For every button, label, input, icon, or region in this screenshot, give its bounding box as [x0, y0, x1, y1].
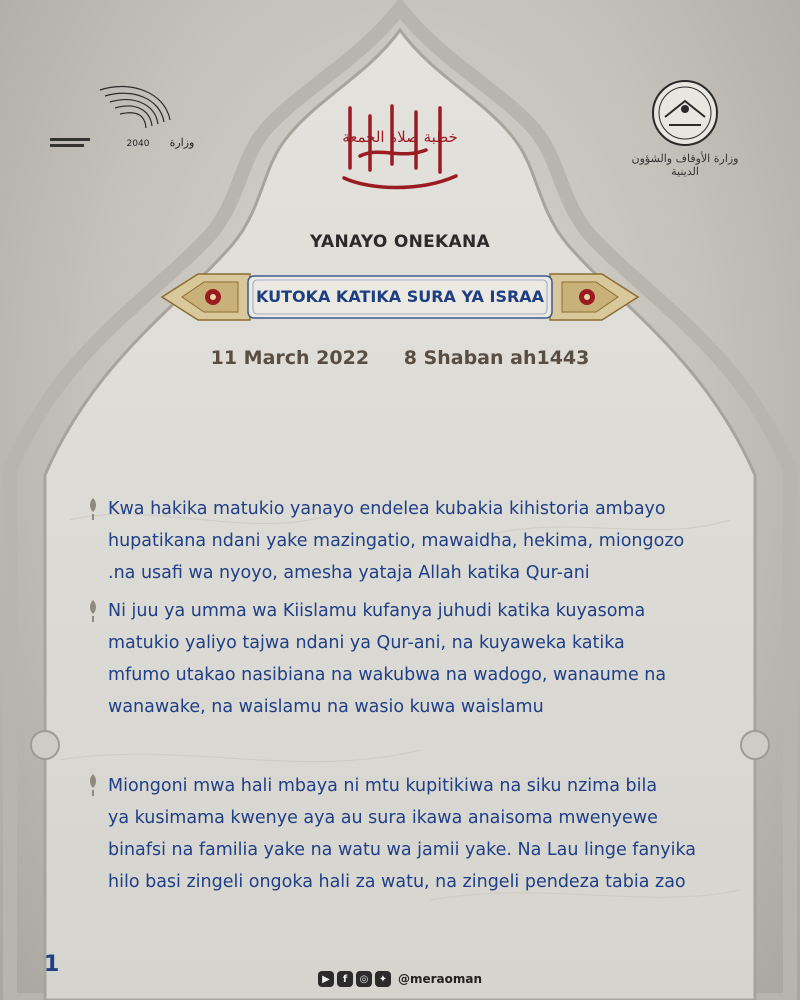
ministry-awqaf-name: وزارة الأوقاف والشؤون الدينية	[631, 152, 739, 178]
paragraph-line: ya kusimama kwenye aya au sura ikawa anaisoma mwenyewe	[108, 808, 658, 828]
gregorian-date: 11 March 2022	[210, 347, 370, 369]
logo-left-text: وزارة	[169, 136, 195, 149]
subtitle: YANAYO ONEKANA	[310, 232, 490, 252]
right-ornament-icon	[550, 274, 638, 320]
paragraph-2	[108, 595, 748, 723]
bullet-icon	[86, 598, 100, 624]
paragraph-line: Miongoni mwa hali mbaya ni mtu kupitikiwa na siku nzima bila	[108, 776, 658, 796]
paragraph-line: Ni juu ya umma wa Kiislamu kufanya juhudi katika kuyasoma	[108, 601, 646, 621]
calligraphy-text: خطبة صلاة الجمعة	[342, 128, 458, 146]
paragraph-line: binafsi na familia yake na watu wa jamii yake. Na Lau linge fanyika	[108, 840, 697, 860]
hijri-date: 8 Shaban ah1443	[403, 347, 590, 369]
bullet-icon	[86, 496, 100, 522]
youtube-icon[interactable]: ▶	[318, 971, 334, 987]
paragraph-1	[108, 493, 748, 589]
paragraph-line: matukio yaliyo tajwa ndani ya Qur-ani, na kuyaweka katika	[108, 633, 625, 653]
friday-sermon-calligraphy	[330, 98, 470, 198]
page-number: 1	[44, 952, 60, 977]
svg-text:2040: 2040	[126, 139, 150, 149]
left-ornament-icon	[162, 274, 250, 320]
date-line	[0, 347, 800, 369]
paragraph-line: mfumo utakao nasibiana na wakubwa na wadogo, wanaume na	[108, 665, 667, 685]
twitter-icon[interactable]: ✦	[375, 971, 391, 987]
paragraph-line: .na usafi wa nyoyo, amesha yataja Allah katika Qur-ani	[108, 563, 590, 583]
paragraph-line: wanawake, na waislamu na wasio kuwa waislamu	[108, 697, 544, 717]
paragraph-3	[108, 770, 748, 898]
paragraph-line: hilo basi zingeli ongoka hali za watu, na zingeli pendeza tabia zao	[108, 872, 686, 892]
paragraph-line: hupatikana ndani yake mazingatio, mawaidha, hekima, miongozo	[108, 531, 685, 551]
ministry-culture-logo	[40, 80, 220, 170]
bullet-icon	[86, 772, 100, 798]
social-handle[interactable]: @meraoman	[398, 972, 483, 986]
paragraph-line: Kwa hakika matukio yanayo endelea kubakia kihistoria ambayo	[108, 499, 666, 519]
facebook-icon[interactable]: f	[337, 971, 353, 987]
social-media-bar	[318, 968, 482, 990]
banner-title: KUTOKA KATIKA SURA YA ISRAA	[255, 286, 545, 306]
instagram-icon[interactable]: ◎	[356, 971, 372, 987]
